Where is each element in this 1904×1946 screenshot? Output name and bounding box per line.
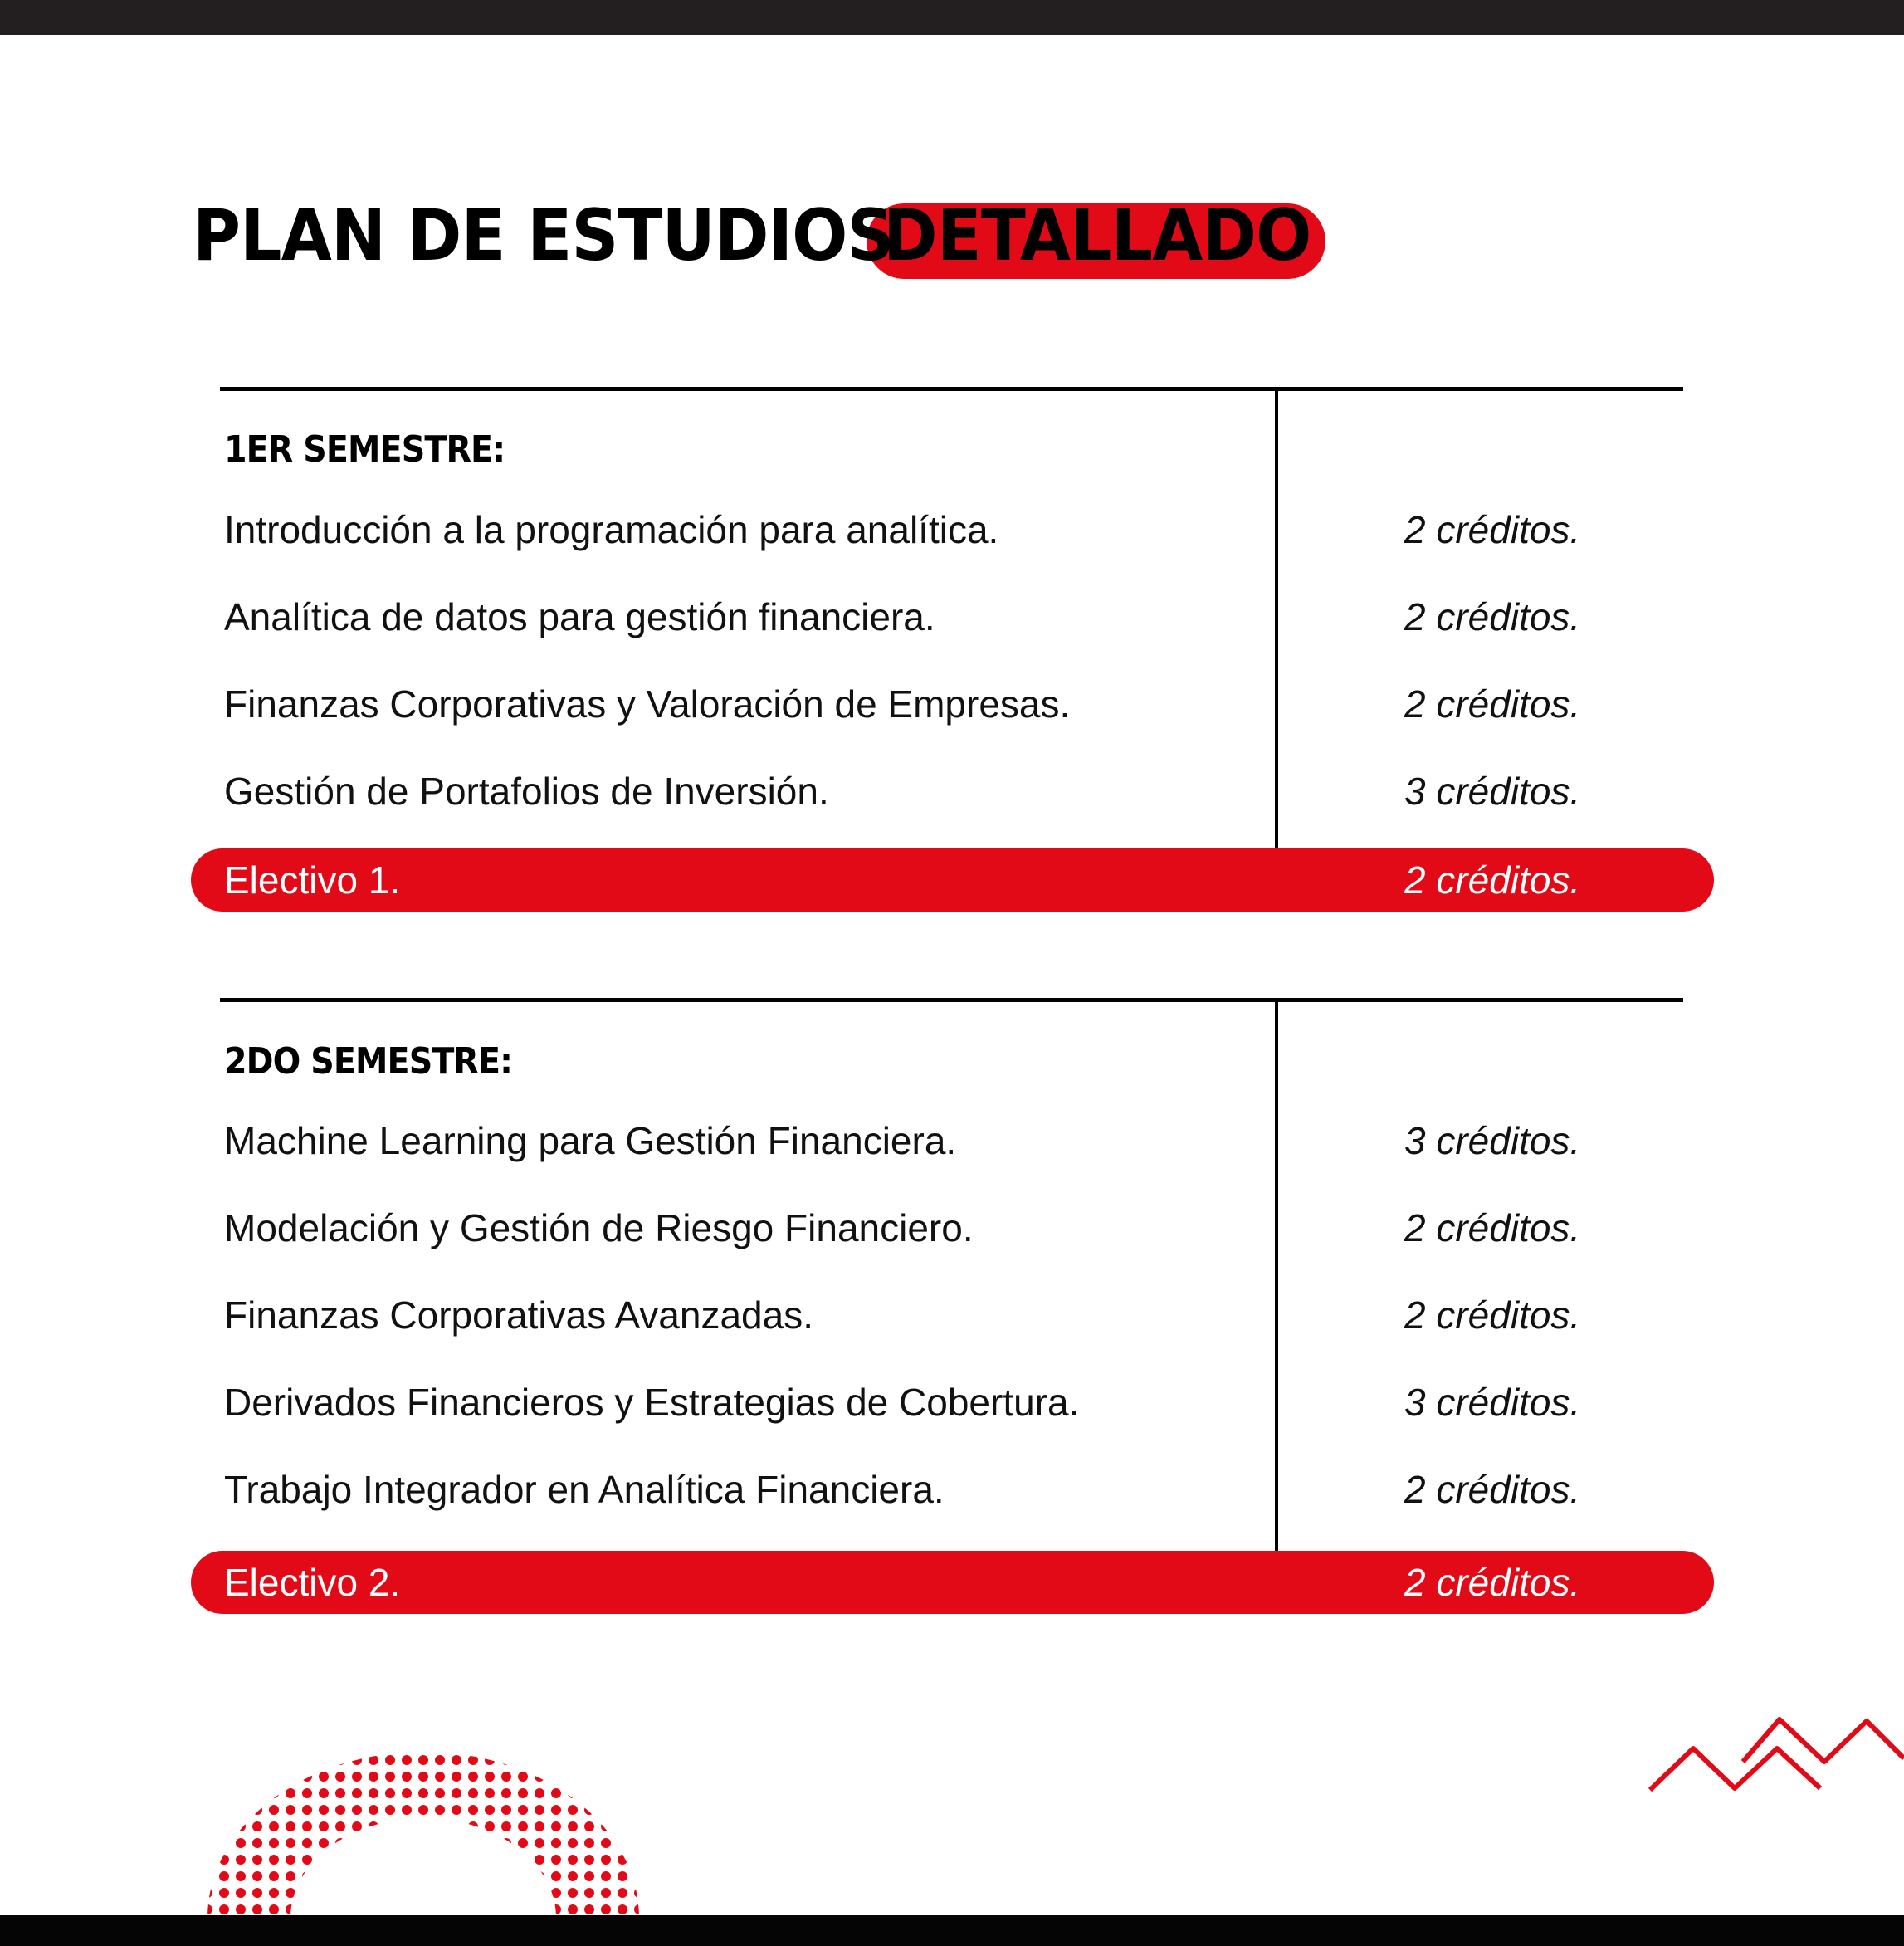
page-title-highlight xyxy=(883,193,1311,279)
elective-name: Electivo 2. xyxy=(224,1561,401,1604)
course-credits: 3 créditos. xyxy=(1404,1119,1581,1162)
course-row xyxy=(191,672,1714,736)
elective-credits: 2 créditos. xyxy=(1404,858,1581,902)
elective-credits: 2 créditos. xyxy=(1404,1561,1581,1604)
course-row xyxy=(191,585,1714,648)
course-row xyxy=(191,1283,1714,1347)
course-row xyxy=(191,760,1714,823)
semester-2-heading: 2DO SEMESTRE: xyxy=(224,1040,513,1083)
course-row xyxy=(191,1371,1714,1434)
course-credits: 3 créditos. xyxy=(1404,770,1581,813)
halftone-arc-icon xyxy=(199,1752,664,1918)
elective-name: Electivo 1. xyxy=(224,858,401,902)
course-name: Trabajo Integrador en Analítica Financiera. xyxy=(224,1468,945,1511)
course-name: Derivados Financieros y Estrategias de Cobertura. xyxy=(224,1381,1080,1424)
elective-row xyxy=(191,1551,1714,1614)
course-credits: 3 créditos. xyxy=(1404,1381,1581,1424)
page-title-highlight-text: DETALLADO xyxy=(883,194,1311,277)
course-row xyxy=(191,1458,1714,1521)
course-credits: 2 créditos. xyxy=(1404,595,1581,638)
page-title xyxy=(193,193,954,279)
course-credits: 2 créditos. xyxy=(1404,508,1581,551)
course-name: Analítica de datos para gestión financiera. xyxy=(224,595,935,638)
course-credits: 2 créditos. xyxy=(1404,682,1581,726)
elective-row xyxy=(191,848,1714,912)
course-name: Finanzas Corporativas y Valoración de Empresas. xyxy=(224,682,1071,726)
course-name: Machine Learning para Gestión Financiera. xyxy=(224,1119,957,1162)
course-name: Gestión de Portafolios de Inversión. xyxy=(224,770,829,813)
course-credits: 2 créditos. xyxy=(1404,1293,1581,1337)
course-name: Introducción a la programación para analítica. xyxy=(224,508,999,551)
semester-2-top-rule xyxy=(220,998,1683,1002)
top-bar xyxy=(0,0,1904,35)
course-name: Modelación y Gestión de Riesgo Financiero. xyxy=(224,1206,974,1249)
semester-1-top-rule xyxy=(220,387,1683,391)
course-row xyxy=(191,1196,1714,1259)
bottom-bar xyxy=(0,1915,1904,1946)
course-name: Finanzas Corporativas Avanzadas. xyxy=(224,1293,813,1337)
semester-1-heading: 1ER SEMESTRE: xyxy=(224,428,505,471)
mountain-zigzag-icon xyxy=(1643,1717,1904,1792)
page-title-main: PLAN DE ESTUDIOS xyxy=(193,194,894,277)
course-row xyxy=(191,1109,1714,1172)
course-row xyxy=(191,498,1714,561)
course-credits: 2 créditos. xyxy=(1404,1468,1581,1511)
course-credits: 2 créditos. xyxy=(1404,1206,1581,1249)
